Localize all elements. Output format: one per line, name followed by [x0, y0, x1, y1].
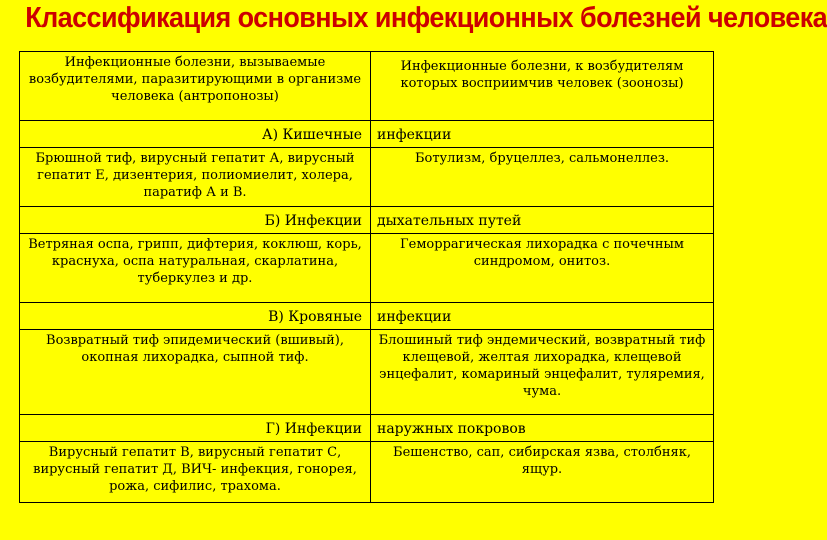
- anthroponoses-cell: Вирусный гепатит В, вирусный гепатит С, вирусный гепатит Д, ВИЧ- инфекция, гонорея, рожа, сифилис, трахома.: [20, 442, 371, 503]
- section-label-right: инфекции: [371, 121, 714, 148]
- anthroponoses-cell: Ветряная оспа, грипп, дифтерия, коклюш, корь, краснуха, оспа натуральная, скарлатина, туберкулез и др.: [20, 234, 371, 303]
- header-anthroponoses: Инфекционные болезни, вызываемые возбудителями, паразитирующими в организме человека (антропонозы): [20, 52, 371, 121]
- zoonoses-cell: Блошиный тиф эндемический, возвратный тиф клещевой, желтая лихорадка, клещевой энцефалит, комариный энцефалит, туляремия, чума.: [371, 330, 714, 415]
- section-row-blood: [20, 303, 714, 330]
- section-row-intestinal: [20, 121, 714, 148]
- section-label-left: Б) Инфекции: [20, 207, 371, 234]
- table-row: [20, 442, 714, 503]
- section-label-left: А) Кишечные: [20, 121, 371, 148]
- section-label-right: дыхательных путей: [371, 207, 714, 234]
- section-label-right: инфекции: [371, 303, 714, 330]
- section-row-respiratory: [20, 207, 714, 234]
- zoonoses-cell: Геморрагическая лихорадка с почечным синдромом, онитоз.: [371, 234, 714, 303]
- classification-table: [19, 51, 714, 503]
- section-row-external: [20, 415, 714, 442]
- anthroponoses-cell: Возвратный тиф эпидемический (вшивый), окопная лихорадка, сыпной тиф.: [20, 330, 371, 415]
- table-row: [20, 330, 714, 415]
- zoonoses-cell: Ботулизм, бруцеллез, сальмонеллез.: [371, 148, 714, 207]
- header-zoonoses: Инфекционные болезни, к возбудителям которых восприимчив человек (зоонозы): [371, 52, 714, 121]
- table-header-row: [20, 52, 714, 121]
- table-row: [20, 234, 714, 303]
- section-label-right: наружных покровов: [371, 415, 714, 442]
- section-label-left: Г) Инфекции: [20, 415, 371, 442]
- zoonoses-cell: Бешенство, сап, сибирская язва, столбняк, ящур.: [371, 442, 714, 503]
- anthroponoses-cell: Брюшной тиф, вирусный гепатит А, вирусный гепатит Е, дизентерия, полиомиелит, холера, паратиф А и В.: [20, 148, 371, 207]
- page-title: Классификация основных инфекционных болезней человека: [25, 2, 827, 34]
- section-label-left: В) Кровяные: [20, 303, 371, 330]
- table-row: [20, 148, 714, 207]
